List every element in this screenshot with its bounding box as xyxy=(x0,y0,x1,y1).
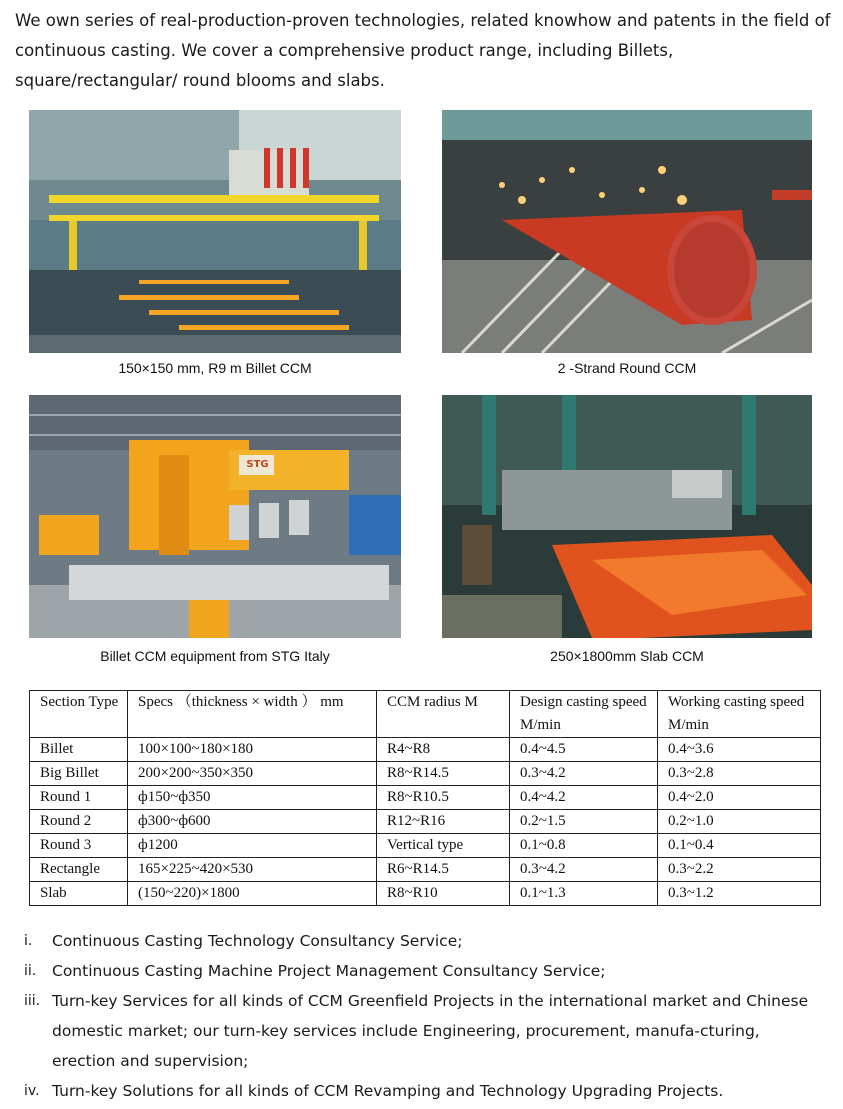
table-cell: 0.4~4.2 xyxy=(510,786,658,810)
services-list xyxy=(24,926,824,1106)
list-item xyxy=(24,926,824,956)
table-cell: 0.4~3.6 xyxy=(658,738,821,762)
table-cell: 0.1~0.8 xyxy=(510,834,658,858)
table-cell: R12~R16 xyxy=(377,810,510,834)
table-cell: Billet xyxy=(30,738,128,762)
list-number: i. xyxy=(24,933,33,949)
list-item-text: Continuous Casting Machine Project Management Consultancy Service; xyxy=(52,962,606,980)
table-cell: 0.2~1.5 xyxy=(510,810,658,834)
table-row xyxy=(30,762,821,786)
table-cell: ф1200 xyxy=(128,834,377,858)
table-cell: 0.3~1.2 xyxy=(658,882,821,906)
list-item xyxy=(24,1076,824,1106)
table-cell: Round 1 xyxy=(30,786,128,810)
table-cell: Slab xyxy=(30,882,128,906)
table-cell: R8~R10 xyxy=(377,882,510,906)
column-header: Specs （thickness × width ） mm xyxy=(128,691,377,738)
list-number: ii. xyxy=(24,963,37,979)
table-row xyxy=(30,738,821,762)
table-cell: R4~R8 xyxy=(377,738,510,762)
table-cell: 0.4~2.0 xyxy=(658,786,821,810)
table-cell: 0.1~1.3 xyxy=(510,882,658,906)
ccm-specs-table xyxy=(29,690,821,906)
photo-caption: 250×1800mm Slab CCM xyxy=(550,648,704,664)
column-header: Working casting speed M/min xyxy=(658,691,821,738)
stg-logo-icon: STG xyxy=(246,459,269,470)
slab-ccm-photo xyxy=(442,395,812,638)
table-cell: ф150~ф350 xyxy=(128,786,377,810)
table-row xyxy=(30,786,821,810)
table-cell: 0.3~4.2 xyxy=(510,858,658,882)
list-item xyxy=(24,986,824,1076)
list-item xyxy=(24,956,824,986)
table-cell: ф300~ф600 xyxy=(128,810,377,834)
table-row xyxy=(30,858,821,882)
table-row xyxy=(30,882,821,906)
list-number: iv. xyxy=(24,1083,40,1099)
column-header: CCM radius M xyxy=(377,691,510,738)
table-cell: 0.3~2.8 xyxy=(658,762,821,786)
table-cell: 0.3~2.2 xyxy=(658,858,821,882)
list-item-text: Turn-key Services for all kinds of CCM Greenfield Projects in the international market and Chinese domestic market; our turn-key services include Engineering, procurement, manufa-cturing, erection and supervision; xyxy=(52,992,809,1070)
table-header-row xyxy=(30,691,821,738)
list-item-text: Turn-key Solutions for all kinds of CCM Revamping and Technology Upgrading Projects. xyxy=(52,1082,724,1100)
table-cell: R8~R14.5 xyxy=(377,762,510,786)
stg-equipment-photo xyxy=(29,395,401,638)
table-cell: Round 3 xyxy=(30,834,128,858)
table-cell: 0.3~4.2 xyxy=(510,762,658,786)
round-ccm-photo xyxy=(442,110,812,353)
table-cell: 0.2~1.0 xyxy=(658,810,821,834)
table-cell: Rectangle xyxy=(30,858,128,882)
billet-ccm-photo xyxy=(29,110,401,353)
column-header: Design casting speed M/min xyxy=(510,691,658,738)
intro-paragraph: We own series of real-production-proven technologies, related knowhow and patents in the field of continuous casting. We cover a comprehensive product range, including Billets, square/rectangular/ round blooms and slabs. xyxy=(15,11,831,90)
table-cell: R6~R14.5 xyxy=(377,858,510,882)
column-header: Section Type xyxy=(30,691,128,738)
list-item-text: Continuous Casting Technology Consultancy Service; xyxy=(52,932,463,950)
table-cell: 100×100~180×180 xyxy=(128,738,377,762)
table-cell: 0.4~4.5 xyxy=(510,738,658,762)
table-cell: Big Billet xyxy=(30,762,128,786)
photo-caption: 2 -Strand Round CCM xyxy=(557,360,697,376)
table-row xyxy=(30,810,821,834)
table-cell: R8~R10.5 xyxy=(377,786,510,810)
table-cell: 200×200~350×350 xyxy=(128,762,377,786)
table-cell: 165×225~420×530 xyxy=(128,858,377,882)
table-cell: 0.1~0.4 xyxy=(658,834,821,858)
table-cell: (150~220)×1800 xyxy=(128,882,377,906)
table-row xyxy=(30,834,821,858)
list-number: iii. xyxy=(24,993,41,1009)
table-cell: Round 2 xyxy=(30,810,128,834)
photo-caption: Billet CCM equipment from STG Italy xyxy=(100,648,330,664)
photo-caption: 150×150 mm, R9 m Billet CCM xyxy=(118,360,312,376)
table-cell: Vertical type xyxy=(377,834,510,858)
